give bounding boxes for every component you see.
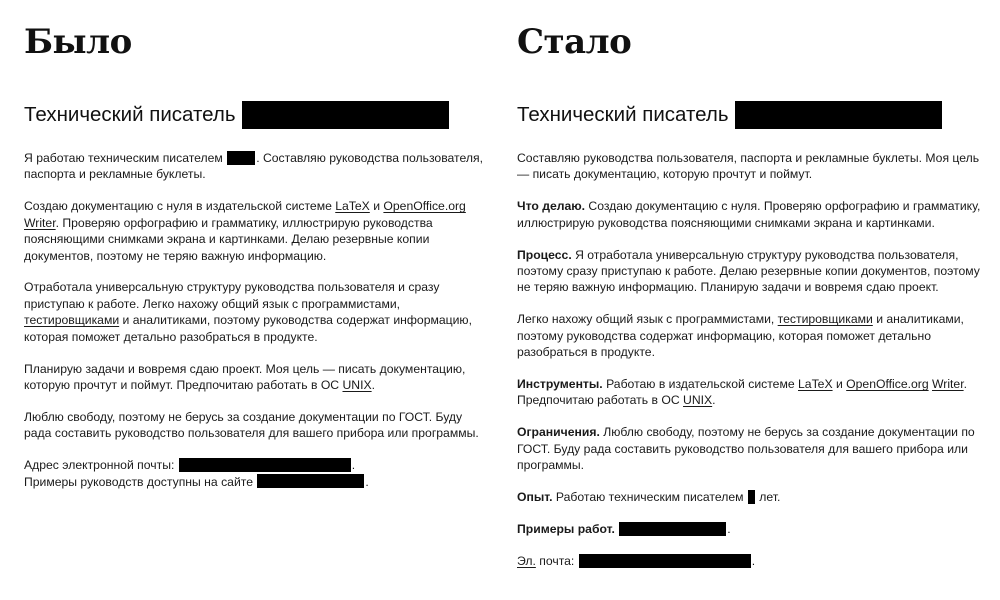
text: . (727, 522, 731, 536)
email-label: почта: (535, 553, 575, 568)
text: . Проверяю орфографию и грамматику, иллюстрирую руководства поясняющими снимками экрана и картинками. Делаю резервные копии документов, поэтому не теряю важную информацию. (24, 215, 433, 263)
before-title: Технический писатель (24, 102, 236, 126)
redacted-years (748, 490, 755, 504)
after-email-line (517, 553, 983, 569)
redacted-site (619, 522, 726, 536)
text: Работаю в издательской системе (602, 377, 799, 392)
after-paragraph-limits (517, 424, 983, 473)
samples-label: Примеры работ. (517, 522, 615, 536)
text: . Составляю руководства пользователя, паспорта и рекламные буклеты. (24, 151, 483, 182)
after-paragraph-intro: Составляю руководства пользователя, паспорта и рекламные буклеты. Моя цель — писать документацию, которую прочтут и поймут. (517, 151, 980, 182)
email-label: Адрес электронной почты: (24, 458, 175, 473)
text: и аналитиками, поэтому руководства содержат информацию, которая поможет детально разобраться в продукте. (24, 313, 472, 344)
redacted-name (735, 101, 942, 129)
openoffice-term: OpenOffice.org (846, 377, 929, 392)
text: . (365, 474, 369, 489)
text: Отработала универсальную структуру руководства пользователя и сразу приступаю к работе. Легко нахожу общий язык с программистами, (24, 280, 440, 311)
after-paragraph-what (517, 198, 983, 231)
text: . Предпочитаю работать в ОС (517, 377, 967, 408)
text: . (712, 393, 716, 408)
redacted-email (579, 554, 751, 568)
before-heading: Было (24, 22, 132, 62)
after-title: Технический писатель (517, 102, 729, 126)
before-samples-line (24, 474, 490, 490)
text: Работаю техническим писателем (552, 490, 747, 505)
after-paragraph-team (517, 311, 983, 360)
text: и (369, 199, 384, 214)
latex-term: LaTeX (335, 199, 370, 214)
after-document (517, 100, 983, 569)
unix-term: UNIX (342, 377, 372, 392)
after-paragraph-process (517, 247, 983, 296)
samples-label: Примеры руководств доступны на сайте (24, 474, 253, 489)
text: Я отработала универсальную структуру руководства пользователя, поэтому сразу приступаю к работе. Делаю резервные копии документов, поэтому не теряю важную информацию. Планирую задачи и вовремя сдаю проект. (517, 247, 980, 295)
before-email-line (24, 457, 490, 473)
after-samples-line (517, 521, 983, 537)
text: Создаю документацию с нуля. Проверяю орфографию и грамматику, иллюстрирую руководства поясняющими снимками экрана и картинками. (517, 199, 981, 230)
after-paragraph-tools (517, 376, 983, 409)
after-heading: Стало (517, 22, 632, 62)
redacted-email (179, 458, 351, 472)
before-paragraph-gost: Люблю свободу, поэтому не берусь за создание документации по ГОСТ. Буду рада составить руководство пользователя для вашего прибора или программы. (24, 409, 479, 441)
text: и (832, 377, 847, 392)
text: Люблю свободу, поэтому не берусь за создание документации по ГОСТ. Буду рада составить руководство пользователя для вашего прибора или программы. (517, 425, 975, 473)
text: Планирую задачи и вовремя сдаю проект. Моя цель — писать документацию, которую прочтут и поймут. Предпочитаю работать в ОС (24, 361, 466, 392)
writer-term: Writer (932, 377, 964, 392)
what-label: Что делаю. (517, 199, 586, 214)
experience-label: Опыт. (517, 490, 553, 505)
testers-term: тестировщиками (777, 312, 873, 327)
writer-term: Writer (24, 215, 56, 230)
before-paragraph-team (24, 279, 490, 345)
before-paragraph-goal (24, 361, 490, 394)
text: . (351, 458, 356, 473)
testers-term: тестировщиками (24, 313, 120, 328)
latex-term: LaTeX (798, 377, 833, 392)
redacted-site (257, 474, 364, 488)
after-paragraph-experience (517, 489, 983, 505)
before-paragraph-intro (24, 150, 490, 183)
text: Легко нахожу общий язык с программистами, (517, 312, 778, 327)
redacted-years (227, 151, 255, 165)
text: лет. (755, 490, 781, 505)
text: Создаю документацию с нуля в издательской системе (24, 199, 336, 214)
email-label-abbrev: Эл. (517, 553, 536, 568)
limits-label: Ограничения. (517, 425, 600, 440)
openoffice-term: OpenOffice.org (383, 199, 466, 214)
unix-term: UNIX (683, 393, 713, 408)
text: Я работаю техническим писателем (24, 151, 223, 165)
process-label: Процесс. (517, 247, 572, 262)
before-document (24, 100, 490, 490)
before-paragraph-tools (24, 198, 490, 264)
text: и аналитиками, поэтому руководства содержат информацию, которая поможет детально разобраться в продукте. (517, 312, 964, 360)
before-title-row (24, 100, 490, 130)
after-title-row (517, 100, 983, 130)
redacted-name (242, 101, 449, 129)
tools-label: Инструменты. (517, 377, 603, 392)
text: . (371, 377, 376, 392)
text: . (751, 553, 756, 568)
